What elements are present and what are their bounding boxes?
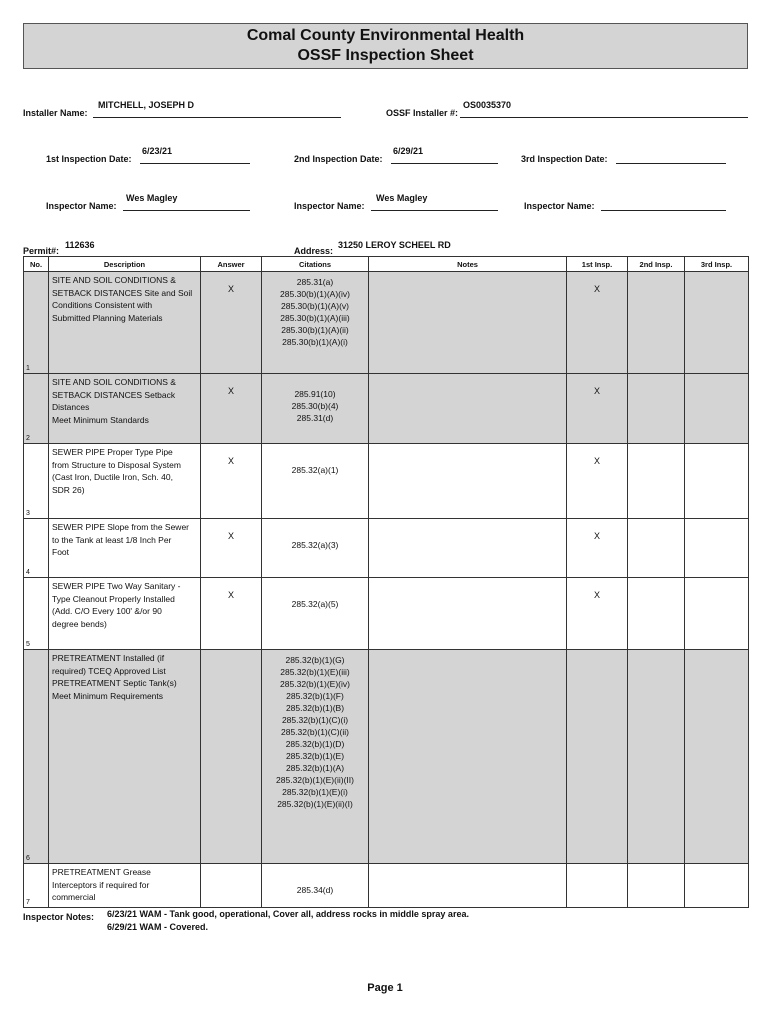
row-citations bbox=[262, 272, 369, 374]
header-notes: Notes bbox=[369, 257, 567, 272]
row-third-insp bbox=[685, 864, 749, 908]
row-third-insp bbox=[685, 272, 749, 374]
row-answer: X bbox=[201, 272, 262, 374]
document-title-line1: Comal County Environmental Health bbox=[246, 27, 525, 44]
row-description bbox=[49, 374, 201, 444]
header-description: Description bbox=[49, 257, 201, 272]
permit-field bbox=[23, 240, 223, 256]
header-second-insp: 2nd Insp. bbox=[628, 257, 685, 272]
citation-line: 285.32(b)(1)(E)(iii) bbox=[280, 667, 350, 677]
installer-number-value: OS0035370 bbox=[463, 100, 512, 110]
header-first-insp: 1st Insp. bbox=[567, 257, 628, 272]
document-title-box bbox=[23, 23, 748, 69]
installer-number-field bbox=[386, 100, 750, 118]
description-line: SEWER PIPE Proper Type Pipe bbox=[52, 447, 173, 457]
description-line: required) TCEQ Approved List bbox=[52, 665, 166, 676]
description-line: Meet Minimum Requirements bbox=[52, 690, 164, 701]
row-answer: X bbox=[201, 374, 262, 444]
citation-line: 285.32(a)(1) bbox=[291, 465, 339, 475]
row-first-insp: X bbox=[567, 444, 628, 519]
row-third-insp bbox=[685, 578, 749, 650]
row-citations bbox=[262, 444, 369, 519]
installer-number-label: OSSF Installer #: bbox=[386, 108, 459, 118]
row-answer bbox=[201, 650, 262, 864]
table-row bbox=[24, 272, 749, 374]
description-line: SETBACK DISTANCES Site and Soil bbox=[52, 287, 193, 298]
row-second-insp bbox=[628, 519, 685, 578]
page-number: Page 1 bbox=[367, 982, 403, 994]
row-number: 3 bbox=[26, 510, 30, 517]
row-number-cell bbox=[24, 519, 49, 578]
citation-line: 285.31(d) bbox=[296, 413, 334, 423]
citation-line: 285.32(b)(1)(C)(ii) bbox=[280, 727, 349, 737]
citation-line: 285.91(10) bbox=[294, 389, 336, 399]
third-inspector-label: Inspector Name: bbox=[524, 201, 595, 211]
description-line: SDR 26) bbox=[52, 484, 85, 495]
description-line: SITE AND SOIL CONDITIONS & bbox=[52, 275, 176, 285]
citation-line: 285.32(b)(1)(E) bbox=[285, 751, 345, 761]
citation-line: 285.34(d) bbox=[296, 885, 334, 895]
table-row bbox=[24, 374, 749, 444]
row-second-insp bbox=[628, 650, 685, 864]
third-inspector-field bbox=[524, 193, 728, 211]
row-number-cell bbox=[24, 650, 49, 864]
row-notes bbox=[369, 578, 567, 650]
first-inspector-value: Wes Magley bbox=[126, 193, 178, 203]
permit-value: 112636 bbox=[65, 240, 95, 250]
description-line: Meet Minimum Standards bbox=[52, 414, 149, 425]
citation-line: 285.32(b)(1)(E)(ii)(I) bbox=[277, 799, 353, 809]
row-second-insp bbox=[628, 444, 685, 519]
row-third-insp bbox=[685, 444, 749, 519]
row-number: 5 bbox=[26, 641, 30, 648]
first-inspection-date-field bbox=[46, 146, 250, 164]
row-second-insp bbox=[628, 272, 685, 374]
row-first-insp: X bbox=[567, 519, 628, 578]
description-line: Distances bbox=[52, 402, 90, 412]
row-number-cell bbox=[24, 374, 49, 444]
row-citations bbox=[262, 650, 369, 864]
table-header-row bbox=[24, 257, 749, 272]
table-row bbox=[24, 578, 749, 650]
second-inspector-value: Wes Magley bbox=[376, 193, 428, 203]
row-notes bbox=[369, 519, 567, 578]
citation-line: 285.32(b)(1)(F) bbox=[286, 691, 344, 701]
description-line: Foot bbox=[52, 547, 70, 557]
address-value: 31250 LEROY SCHEEL RD bbox=[338, 240, 451, 250]
permit-label: Permit#: bbox=[23, 246, 60, 256]
citation-line: 285.30(b)(1)(A)(ii) bbox=[281, 325, 349, 335]
second-inspector-field bbox=[294, 193, 500, 211]
first-inspection-date-label: 1st Inspection Date: bbox=[46, 154, 132, 164]
description-line: Interceptors if required for bbox=[52, 879, 150, 890]
description-line: SITE AND SOIL CONDITIONS & bbox=[52, 377, 176, 387]
description-line: PRETREATMENT Septic Tank(s) bbox=[52, 678, 177, 688]
first-inspection-date-value: 6/23/21 bbox=[142, 146, 173, 156]
citation-line: 285.30(b)(1)(A)(i) bbox=[282, 337, 348, 347]
description-line: Conditions Consistent with bbox=[52, 300, 153, 310]
row-third-insp bbox=[685, 374, 749, 444]
row-answer: X bbox=[201, 444, 262, 519]
second-inspection-date-field bbox=[294, 146, 500, 164]
row-description bbox=[49, 444, 201, 519]
row-notes bbox=[369, 864, 567, 908]
description-line: (Add. C/O Every 100' &/or 90 bbox=[52, 606, 162, 616]
row-first-insp bbox=[567, 650, 628, 864]
citation-line: 285.32(b)(1)(A) bbox=[285, 763, 345, 773]
citation-line: 285.32(b)(1)(B) bbox=[285, 703, 345, 713]
description-line: to the Tank at least 1/8 Inch Per bbox=[52, 534, 172, 545]
row-citations bbox=[262, 519, 369, 578]
row-answer: X bbox=[201, 578, 262, 650]
description-line: degree bends) bbox=[52, 618, 107, 629]
first-inspector-field bbox=[46, 193, 250, 211]
table-row bbox=[24, 650, 749, 864]
citation-line: 285.32(b)(1)(D) bbox=[285, 739, 345, 749]
header-citations: Citations bbox=[262, 257, 369, 272]
row-description bbox=[49, 519, 201, 578]
third-inspection-date-label: 3rd Inspection Date: bbox=[521, 154, 608, 164]
row-number: 6 bbox=[26, 855, 30, 862]
citation-line: 285.30(b)(1)(A)(v) bbox=[280, 301, 350, 311]
row-description bbox=[49, 650, 201, 864]
installer-name-value: MITCHELL, JOSEPH D bbox=[98, 100, 195, 110]
row-second-insp bbox=[628, 374, 685, 444]
address-field bbox=[294, 240, 554, 256]
row-number: 4 bbox=[26, 569, 30, 576]
row-number-cell bbox=[24, 864, 49, 908]
address-label: Address: bbox=[294, 246, 334, 256]
citation-line: 285.32(b)(1)(E)(i) bbox=[282, 787, 348, 797]
description-line: Submitted Planning Materials bbox=[52, 312, 163, 323]
row-description bbox=[49, 864, 201, 908]
row-first-insp bbox=[567, 864, 628, 908]
citation-line: 285.30(b)(4) bbox=[291, 401, 339, 411]
row-first-insp: X bbox=[567, 578, 628, 650]
header-no: No. bbox=[24, 257, 49, 272]
installer-name-field bbox=[23, 100, 343, 118]
row-citations bbox=[262, 374, 369, 444]
installer-name-label: Installer Name: bbox=[23, 108, 88, 118]
third-inspection-date-line bbox=[616, 150, 726, 164]
row-notes bbox=[369, 272, 567, 374]
row-second-insp bbox=[628, 578, 685, 650]
table-row bbox=[24, 444, 749, 519]
first-inspector-label: Inspector Name: bbox=[46, 201, 117, 211]
row-second-insp bbox=[628, 864, 685, 908]
row-number: 1 bbox=[26, 365, 30, 372]
description-line: (Cast Iron, Ductile Iron, Sch. 40, bbox=[52, 472, 173, 482]
inspector-notes bbox=[107, 908, 469, 934]
row-description bbox=[49, 578, 201, 650]
row-answer: X bbox=[201, 519, 262, 578]
citation-line: 285.32(b)(1)(C)(i) bbox=[281, 715, 349, 725]
row-notes bbox=[369, 444, 567, 519]
row-first-insp: X bbox=[567, 374, 628, 444]
row-number-cell bbox=[24, 578, 49, 650]
third-inspector-line bbox=[601, 197, 726, 211]
citation-line: 285.30(b)(1)(A)(iv) bbox=[280, 289, 350, 299]
row-number-cell bbox=[24, 444, 49, 519]
row-third-insp bbox=[685, 650, 749, 864]
citation-line: 285.31(a) bbox=[296, 277, 334, 287]
row-first-insp: X bbox=[567, 272, 628, 374]
row-answer bbox=[201, 864, 262, 908]
inspection-table bbox=[23, 256, 749, 908]
row-number: 7 bbox=[26, 899, 30, 906]
row-citations bbox=[262, 578, 369, 650]
row-notes bbox=[369, 650, 567, 864]
citation-line: 285.32(b)(1)(G) bbox=[285, 655, 345, 665]
citation-line: 285.32(a)(3) bbox=[291, 540, 339, 550]
description-line: Type Cleanout Properly Installed bbox=[52, 593, 175, 604]
document-title-line2: OSSF Inspection Sheet bbox=[297, 47, 474, 64]
description-line: PRETREATMENT Installed (if bbox=[52, 653, 165, 663]
table-row bbox=[24, 864, 749, 908]
citation-line: 285.32(a)(5) bbox=[291, 599, 339, 609]
row-third-insp bbox=[685, 519, 749, 578]
row-number: 2 bbox=[26, 435, 30, 442]
inspector-notes-line1: 6/23/21 WAM - Tank good, operational, Cover all, address rocks in middle spray area. bbox=[107, 909, 469, 919]
row-citations bbox=[262, 864, 369, 908]
citation-line: 285.30(b)(1)(A)(iii) bbox=[280, 313, 350, 323]
header-answer: Answer bbox=[201, 257, 262, 272]
table-row bbox=[24, 519, 749, 578]
row-description bbox=[49, 272, 201, 374]
description-line: SEWER PIPE Two Way Sanitary - bbox=[52, 581, 181, 591]
description-line: SEWER PIPE Slope from the Sewer bbox=[52, 522, 189, 532]
second-inspection-date-value: 6/29/21 bbox=[393, 146, 424, 156]
citation-line: 285.32(b)(1)(E)(ii)(II) bbox=[276, 775, 354, 785]
description-line: SETBACK DISTANCES Setback bbox=[52, 389, 176, 400]
inspector-notes-label: Inspector Notes: bbox=[23, 912, 95, 922]
description-line: commercial bbox=[52, 892, 96, 902]
description-line: from Structure to Disposal System bbox=[52, 459, 181, 470]
inspector-notes-line2: 6/29/21 WAM - Covered. bbox=[107, 922, 209, 932]
second-inspection-date-label: 2nd Inspection Date: bbox=[294, 154, 383, 164]
third-inspection-date-field bbox=[521, 146, 727, 164]
header-third-insp: 3rd Insp. bbox=[685, 257, 749, 272]
second-inspector-label: Inspector Name: bbox=[294, 201, 365, 211]
citation-line: 285.32(b)(1)(E)(iv) bbox=[280, 679, 350, 689]
row-number-cell bbox=[24, 272, 49, 374]
row-notes bbox=[369, 374, 567, 444]
description-line: PRETREATMENT Grease bbox=[52, 867, 151, 877]
